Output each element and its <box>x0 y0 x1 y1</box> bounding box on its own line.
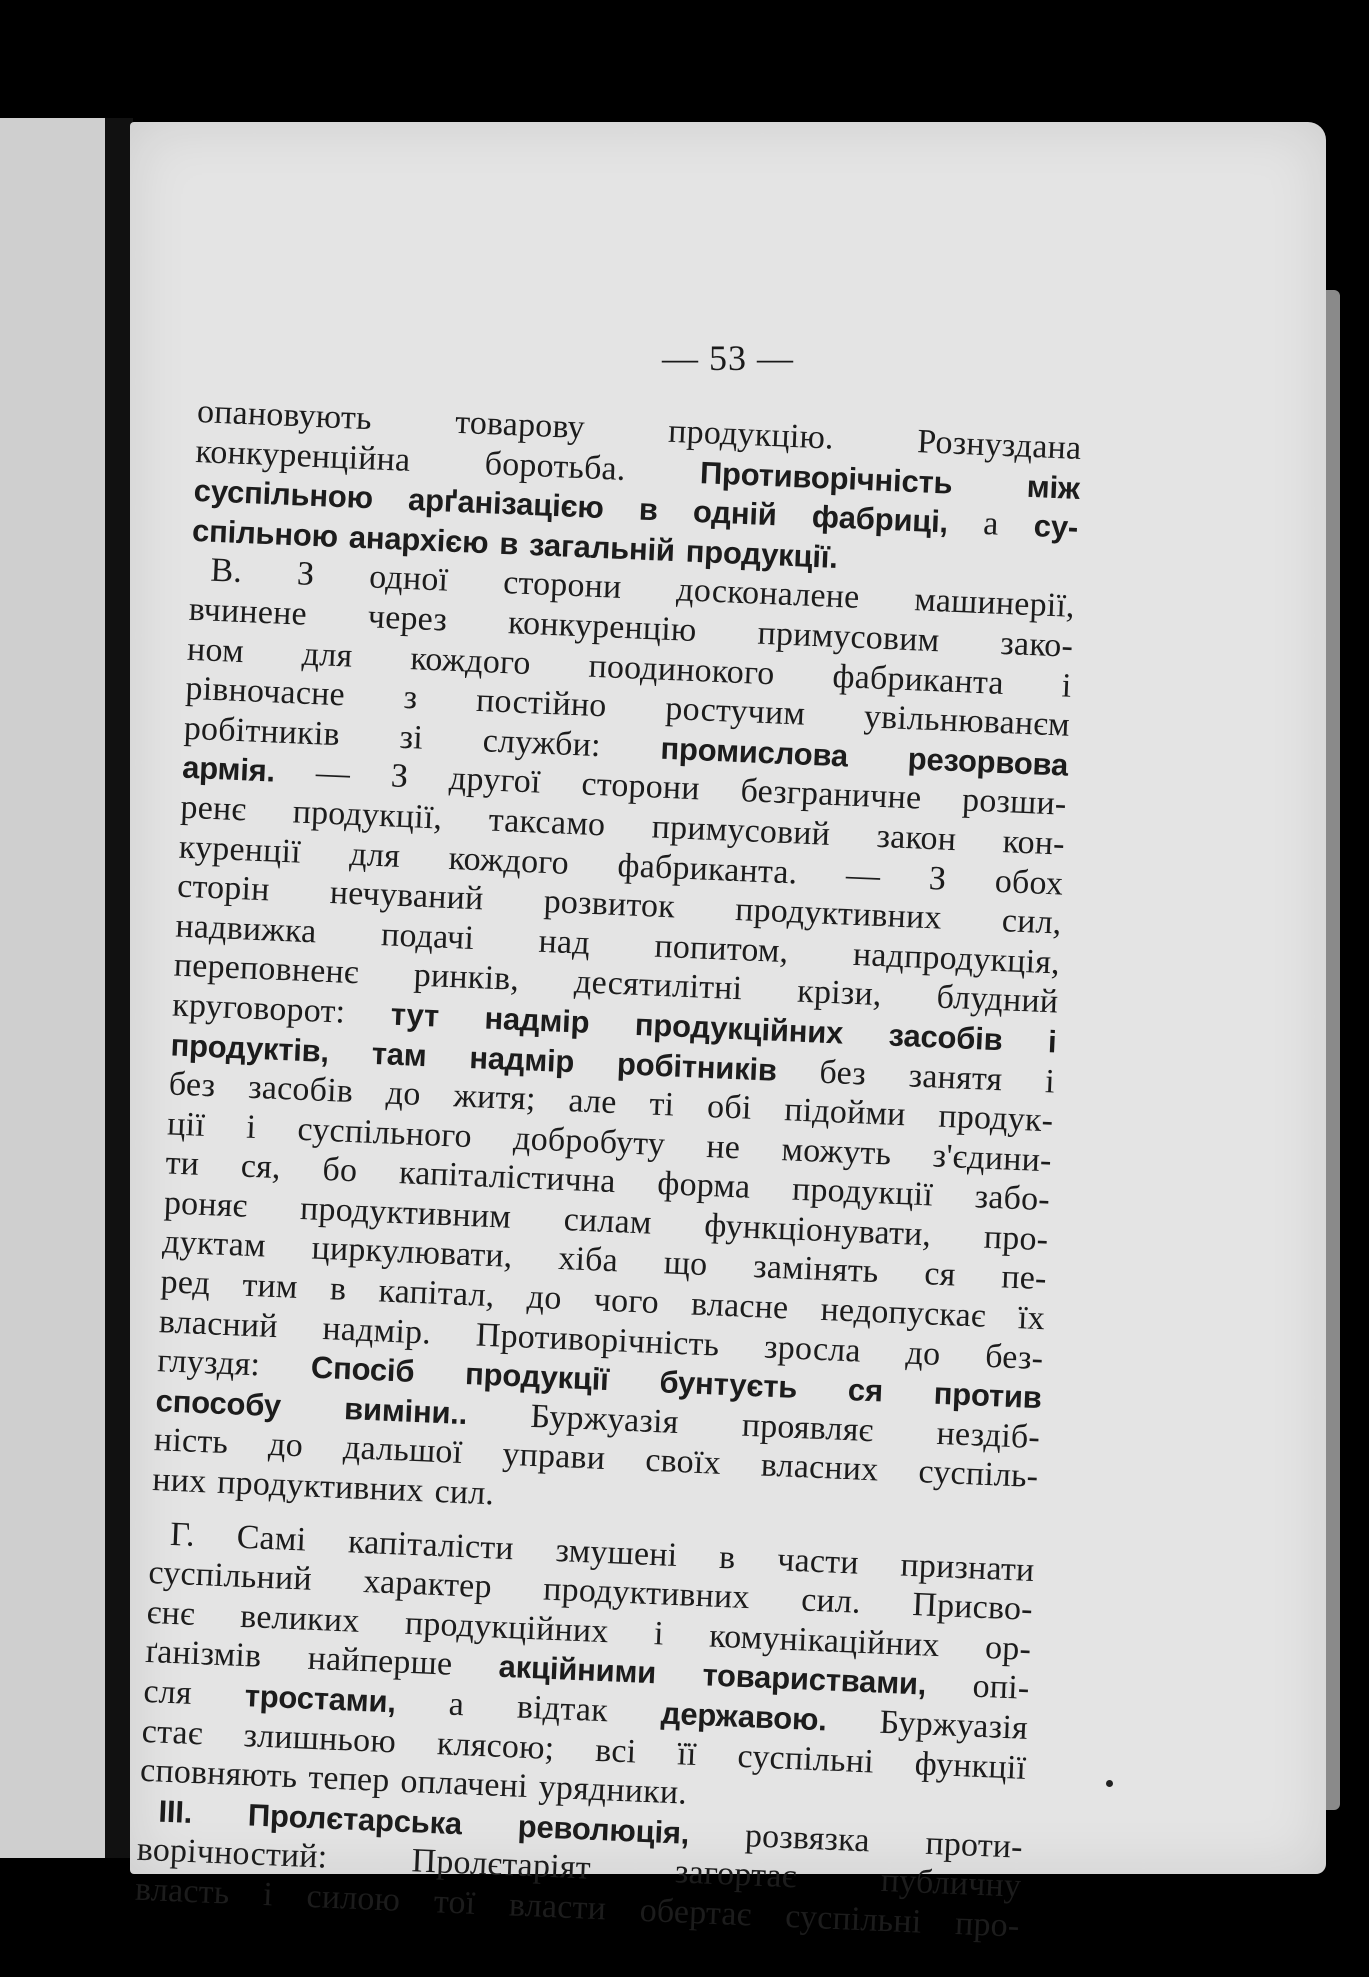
word: публичну <box>880 1862 1022 1906</box>
word: глуздя: <box>156 1342 261 1384</box>
adjacent-page-edge <box>0 118 105 1858</box>
bold-word: товариствами, <box>701 1657 927 1703</box>
word: вчинене <box>188 590 308 633</box>
book-spine <box>105 118 133 1858</box>
word: — <box>845 856 882 895</box>
word: продукції <box>791 1170 934 1214</box>
bold-word: Спосіб <box>310 1349 416 1390</box>
word: до <box>526 1278 563 1318</box>
word: ор- <box>984 1628 1032 1668</box>
word: комунікаційних <box>708 1617 941 1664</box>
word: сил. <box>433 1472 495 1513</box>
bold-word: фабриці, <box>811 499 949 540</box>
word: сторони <box>502 564 623 607</box>
word: машинерії, <box>913 581 1076 626</box>
bold-word: надмір <box>483 1000 591 1040</box>
word: З <box>296 555 316 594</box>
ink-speck <box>1106 1780 1113 1787</box>
word: поодинокого <box>587 647 776 692</box>
word: силам <box>563 1200 653 1242</box>
word: продуктивним <box>299 1189 512 1236</box>
bold-word: одній <box>692 494 778 533</box>
word: продуктивних <box>542 1570 751 1617</box>
word: фабриканта <box>831 657 1005 702</box>
word: засобів <box>247 1068 354 1111</box>
word: до <box>267 1426 304 1465</box>
bold-word: засобів <box>888 1017 1004 1058</box>
word: капіталісти <box>347 1522 515 1567</box>
word: в <box>718 1538 737 1577</box>
word: чого <box>593 1281 660 1322</box>
word: без <box>168 1065 217 1105</box>
word: зако- <box>999 624 1074 665</box>
word: товарову <box>454 403 586 447</box>
word: сторони <box>580 765 701 808</box>
word: змушені <box>554 1531 679 1574</box>
word: десятилітні <box>573 963 743 1008</box>
word: нездіб- <box>935 1414 1041 1457</box>
word: без <box>818 1053 867 1093</box>
bold-word: акційними <box>497 1649 657 1691</box>
word: другої <box>448 760 542 802</box>
word: подачі <box>380 915 475 957</box>
bold-word: тут <box>390 996 440 1034</box>
word: капітал, <box>377 1272 496 1315</box>
word: рівночасне <box>184 669 346 714</box>
word: підойми <box>783 1091 907 1134</box>
word: найперше <box>307 1640 454 1684</box>
bold-word: промислова <box>659 730 849 774</box>
word: переповненє <box>173 946 360 992</box>
word: суспільні <box>736 1737 875 1781</box>
word: а <box>448 1685 465 1724</box>
word: власне <box>690 1285 790 1327</box>
word: забо- <box>973 1178 1051 1219</box>
word: силою <box>305 1877 401 1919</box>
word: урядники. <box>537 1768 688 1812</box>
word: суспільний <box>147 1554 313 1599</box>
word: ті <box>648 1085 676 1124</box>
word: кождого <box>447 839 570 882</box>
word: не <box>705 1127 741 1167</box>
word: Самі <box>236 1518 308 1559</box>
word: роняє <box>163 1184 249 1225</box>
word: продуктивних <box>216 1463 425 1510</box>
body-text <box>134 392 1082 1946</box>
word: загортає <box>674 1853 798 1896</box>
word: про- <box>954 1905 1021 1945</box>
word: тепер <box>307 1759 391 1800</box>
word: ворічностий: <box>136 1831 329 1877</box>
word: через <box>367 598 448 639</box>
bold-word: су- <box>1033 508 1079 546</box>
word: суспільного <box>296 1110 473 1155</box>
bold-word: анархією <box>348 519 490 561</box>
word: форма <box>656 1165 752 1207</box>
word: розвязка <box>744 1816 871 1860</box>
word: продукції, <box>292 793 444 837</box>
word: Рознуздана <box>916 423 1083 468</box>
word: житя; <box>452 1077 537 1118</box>
word: проявляє <box>741 1406 875 1450</box>
word: замінять <box>752 1248 880 1291</box>
word: надмір. <box>321 1309 432 1352</box>
word: суспіль- <box>917 1453 1040 1496</box>
bold-word: робітників <box>616 1045 778 1088</box>
word: увільнюванєм <box>863 698 1071 744</box>
word: про- <box>983 1218 1049 1259</box>
word: обертає <box>638 1891 753 1934</box>
word: циркулювати, <box>310 1229 514 1276</box>
bold-word: продукційних <box>634 1006 844 1051</box>
word: власний <box>158 1302 279 1345</box>
word: таксамо <box>488 801 607 844</box>
word: тим <box>241 1266 299 1307</box>
word: і <box>1061 667 1073 705</box>
word: зросла <box>763 1328 862 1370</box>
word: всі <box>594 1731 638 1771</box>
word: в <box>329 1270 348 1309</box>
word: капіталістична <box>398 1154 617 1201</box>
word: опановують <box>196 392 373 438</box>
bold-word: надмір <box>468 1039 575 1079</box>
word: що <box>663 1244 709 1284</box>
word: своїх <box>644 1442 722 1483</box>
word: Присво- <box>911 1586 1034 1629</box>
word: сил, <box>1001 902 1063 942</box>
word: ти <box>164 1144 200 1183</box>
word: пе- <box>1000 1258 1048 1298</box>
word: ся, <box>240 1147 282 1187</box>
book-page <box>130 122 1326 1945</box>
word: закон <box>875 817 957 859</box>
word: одної <box>368 558 450 600</box>
word: відтак <box>516 1688 609 1730</box>
word: нечуваний <box>329 874 485 918</box>
word: Г. <box>169 1515 196 1554</box>
word: злишньою <box>242 1716 397 1761</box>
word: власти <box>508 1886 607 1928</box>
word: розши- <box>961 781 1068 824</box>
word: і <box>262 1876 274 1914</box>
word: розвиток <box>543 883 676 926</box>
word: признати <box>899 1546 1036 1589</box>
bold-word: резорвова <box>907 740 1069 783</box>
word: до <box>904 1334 942 1373</box>
page-number: — 53 — <box>662 338 794 378</box>
word: Пролєтаріят <box>410 1842 592 1888</box>
word: ред <box>159 1263 211 1303</box>
word: і <box>245 1108 257 1146</box>
word: але <box>567 1082 618 1122</box>
word: над <box>537 922 591 962</box>
word: власних <box>760 1446 880 1489</box>
word: З <box>390 757 409 796</box>
word: проти- <box>924 1824 1024 1866</box>
word: опі- <box>971 1667 1031 1708</box>
bold-word: в <box>498 525 519 562</box>
word: безграничне <box>739 772 923 817</box>
word: добробуту <box>512 1119 666 1163</box>
word: суспільні <box>784 1897 923 1941</box>
word: функціонувати, <box>703 1206 932 1254</box>
word: блудний <box>935 978 1059 1021</box>
bold-word: спільною <box>191 512 339 554</box>
word: сля <box>142 1672 193 1712</box>
bold-word: против <box>933 1375 1043 1416</box>
word: ції <box>166 1105 206 1144</box>
word: ростучим <box>664 690 806 733</box>
bold-word: бунтуєть <box>658 1364 798 1406</box>
bold-word: там <box>371 1035 428 1073</box>
word: надпродукція, <box>852 935 1061 982</box>
word: з <box>402 679 419 717</box>
word: конкуренційна <box>194 432 412 479</box>
bold-word: загальній <box>528 526 676 568</box>
word: для <box>301 635 354 675</box>
bold-word: III. <box>157 1793 193 1830</box>
word: ном <box>186 630 245 670</box>
word: продук- <box>937 1097 1054 1140</box>
word: їх <box>1017 1299 1046 1338</box>
word: клясою; <box>436 1724 556 1767</box>
word: сповняють <box>139 1751 299 1796</box>
word: круговорот: <box>171 986 346 1031</box>
bold-word: революція, <box>517 1808 690 1851</box>
word: обох <box>994 862 1064 903</box>
word: для <box>348 835 401 875</box>
word: служби: <box>482 721 602 764</box>
bold-word: суспільною <box>193 473 374 516</box>
word: них <box>151 1461 208 1501</box>
word: примусовим <box>756 614 941 660</box>
word: сторін <box>176 867 271 909</box>
word: сил. <box>800 1581 862 1622</box>
word: великих <box>239 1597 361 1640</box>
word: Противорічність <box>475 1316 721 1364</box>
bold-word: армія. <box>181 750 276 789</box>
word: ність <box>153 1421 229 1462</box>
word: і <box>653 1615 665 1653</box>
bold-word: і <box>1047 1024 1058 1060</box>
word: В. <box>209 552 243 591</box>
bold-word: продукції <box>464 1356 610 1398</box>
bold-word: продуктів, <box>169 1026 330 1069</box>
word: стає <box>141 1712 204 1752</box>
word: з'єдини- <box>931 1137 1053 1180</box>
word: продукцію. <box>667 412 835 457</box>
word: до <box>385 1074 422 1114</box>
word: крізи, <box>796 972 883 1014</box>
bold-word: арґанізацією <box>407 482 605 526</box>
word: куренції <box>178 828 302 871</box>
word: попитом, <box>653 927 790 970</box>
word: части <box>776 1540 860 1582</box>
word: хіба <box>557 1240 619 1280</box>
word: занятя <box>908 1056 1004 1098</box>
word: фабриканта. <box>616 846 799 892</box>
word: управи <box>501 1436 606 1478</box>
word: постійно <box>475 682 608 725</box>
bold-word: способу <box>155 1382 282 1424</box>
word: зі <box>398 718 424 757</box>
bold-word: в <box>638 491 659 528</box>
word: недопускає <box>819 1290 987 1335</box>
word: кон- <box>1001 823 1066 863</box>
word: досконалене <box>675 571 861 617</box>
bold-word: між <box>1026 468 1081 506</box>
word: конкуренцію <box>507 604 698 650</box>
word: робітників <box>183 709 341 753</box>
word: дальшої <box>342 1429 464 1472</box>
word: Буржуазія <box>878 1703 1029 1747</box>
word: функції <box>914 1744 1027 1787</box>
bold-word: виміни.. <box>343 1390 468 1431</box>
word: єнє <box>146 1593 196 1633</box>
bold-word: тростами, <box>244 1678 397 1720</box>
word: а <box>982 505 1000 543</box>
bold-word: Пролєтарська <box>247 1797 463 1842</box>
word: примусовий <box>651 808 831 853</box>
word: ґанізмів <box>144 1633 263 1676</box>
bold-word: державою. <box>660 1695 828 1738</box>
word: можуть <box>780 1130 892 1173</box>
word: ринків, <box>413 956 520 999</box>
word: дуктам <box>161 1223 267 1266</box>
word: продукційних <box>404 1604 610 1651</box>
word: без- <box>984 1337 1044 1377</box>
word: боротьба. <box>484 444 627 488</box>
word: кождого <box>409 639 532 682</box>
bold-word: продукції. <box>685 533 839 575</box>
word: З <box>928 859 947 898</box>
word: ся <box>923 1255 957 1294</box>
word: обі <box>706 1088 753 1127</box>
bold-word: ся <box>847 1372 884 1409</box>
word: бо <box>321 1151 359 1190</box>
word: і <box>1044 1062 1056 1100</box>
word: тої <box>433 1883 477 1922</box>
word: ренє <box>179 788 248 829</box>
bold-word: Противорічність <box>699 454 954 501</box>
word: — <box>315 754 351 794</box>
word: її <box>676 1734 698 1773</box>
word: характер <box>362 1563 493 1606</box>
word: оплачені <box>399 1762 529 1806</box>
word: надвижка <box>174 907 318 951</box>
word: власть <box>134 1870 231 1912</box>
word: Буржуазія <box>529 1397 680 1441</box>
word: продуктивних <box>734 891 943 937</box>
